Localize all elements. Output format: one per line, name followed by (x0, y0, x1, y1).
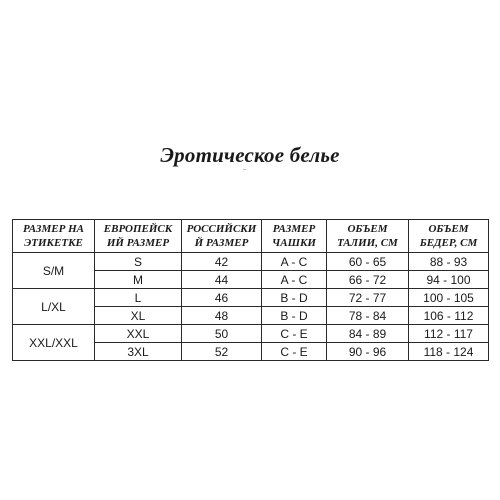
cup-cell: C - E (262, 325, 327, 343)
waist-cell: 66 - 72 (327, 271, 409, 289)
ru-size-cell: 52 (182, 343, 262, 361)
ru-size-cell: 42 (182, 253, 262, 271)
eu-size-cell: S (95, 253, 182, 271)
group-cell: XXL/XXL (13, 325, 95, 361)
hips-cell: 112 - 117 (409, 325, 489, 343)
separator-dot (243, 169, 246, 170)
table-row (13, 289, 489, 307)
table-header-row (13, 220, 489, 253)
hips-cell: 100 - 105 (409, 289, 489, 307)
table-row (13, 253, 489, 271)
waist-cell: 84 - 89 (327, 325, 409, 343)
hips-cell: 118 - 124 (409, 343, 489, 361)
hips-cell: 88 - 93 (409, 253, 489, 271)
size-chart-table (12, 219, 489, 361)
eu-size-cell: XL (95, 307, 182, 325)
waist-cell: 90 - 96 (327, 343, 409, 361)
header-waist: ОБЪЕМ ТАЛИИ, СМ (327, 220, 409, 253)
group-cell: L/XL (13, 289, 95, 325)
header-eu-size: ЕВРОПЕЙСК ИЙ РАЗМЕР (95, 220, 182, 253)
header-cup-size: РАЗМЕР ЧАШКИ (262, 220, 327, 253)
header-hips: ОБЪЕМ БЕДЕР, СМ (409, 220, 489, 253)
header-label-size: РАЗМЕР НА ЭТИКЕТКЕ (13, 220, 95, 253)
cup-cell: A - C (262, 253, 327, 271)
waist-cell: 78 - 84 (327, 307, 409, 325)
eu-size-cell: XXL (95, 325, 182, 343)
ru-size-cell: 44 (182, 271, 262, 289)
cup-cell: B - D (262, 307, 327, 325)
page-title: Эротическое белье (160, 143, 340, 167)
group-cell: S/M (13, 253, 95, 289)
ru-size-cell: 46 (182, 289, 262, 307)
header-ru-size: РОССИЙСКИ Й РАЗМЕР (182, 220, 262, 253)
hips-cell: 106 - 112 (409, 307, 489, 325)
ru-size-cell: 48 (182, 307, 262, 325)
hips-cell: 94 - 100 (409, 271, 489, 289)
table-row (13, 325, 489, 343)
eu-size-cell: M (95, 271, 182, 289)
waist-cell: 60 - 65 (327, 253, 409, 271)
cup-cell: A - C (262, 271, 327, 289)
eu-size-cell: 3XL (95, 343, 182, 361)
waist-cell: 72 - 77 (327, 289, 409, 307)
eu-size-cell: L (95, 289, 182, 307)
cup-cell: C - E (262, 343, 327, 361)
ru-size-cell: 50 (182, 325, 262, 343)
cup-cell: B - D (262, 289, 327, 307)
